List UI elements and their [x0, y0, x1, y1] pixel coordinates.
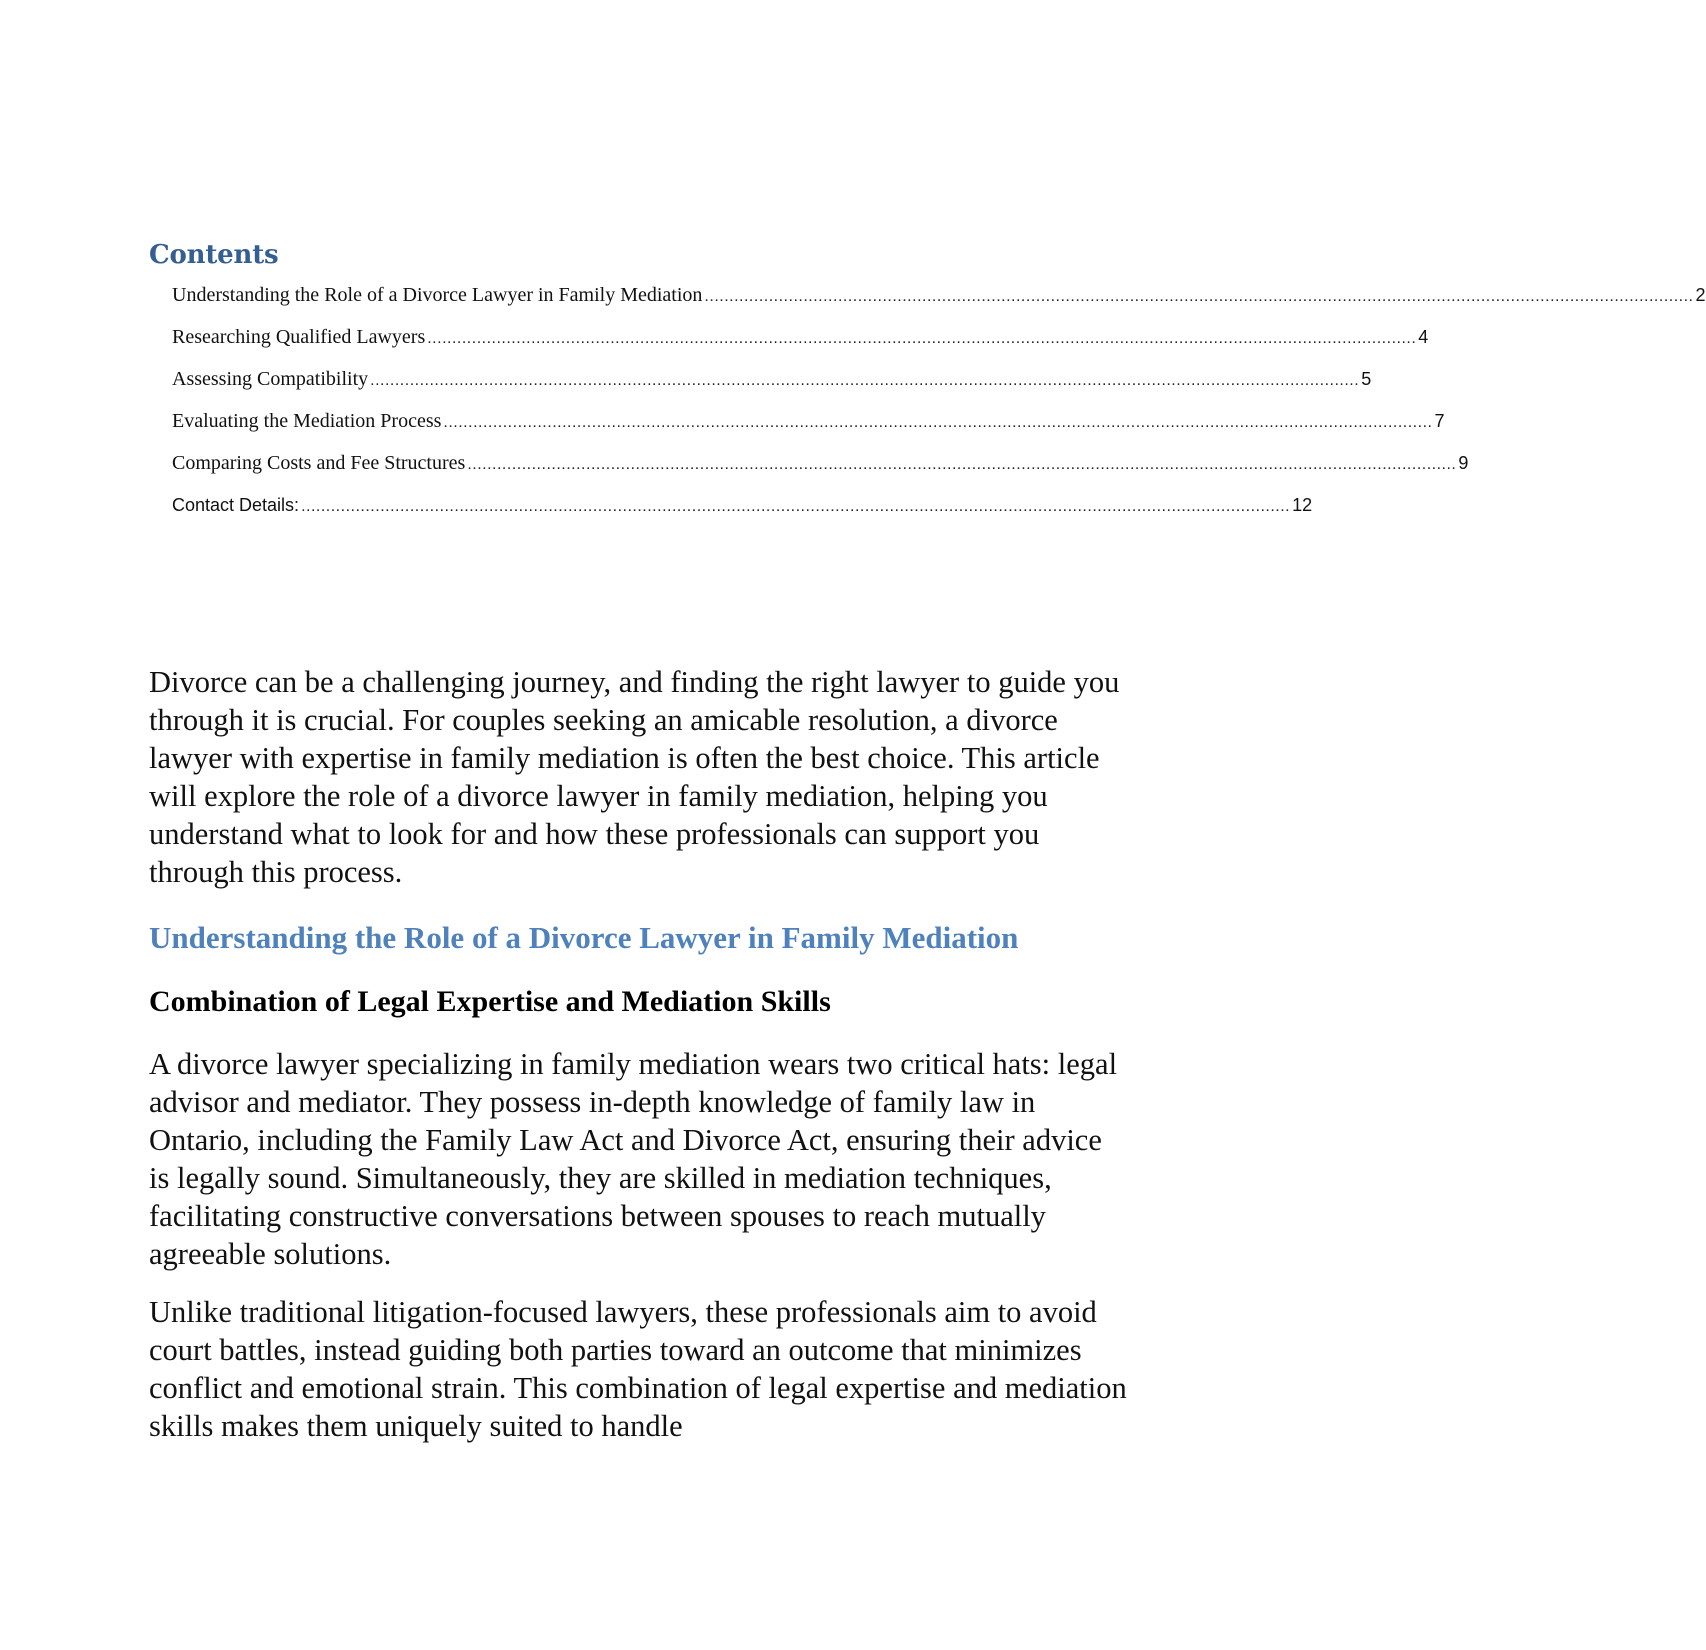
body-paragraph: A divorce lawyer specializing in family mediation wears two critical hats: legal advisor and mediator. They possess in-depth knowledge of family law in Ontario, including the Family Law Act and Divorce Act, ensuring their advice is legally sound. Simultaneously, they are skilled in mediation techniques, facilitating constructive conversations between spouses to reach mutually agreeable solutions. — [149, 1047, 1118, 1271]
toc-list — [149, 274, 1706, 526]
toc-entry-contact-details[interactable] — [172, 484, 1313, 526]
toc-leader-dots: ........................................................................................................................................................................................................ — [704, 288, 1694, 305]
toc-entry-text: Researching Qualified Lawyers — [172, 326, 426, 348]
toc-entry-researching-lawyers[interactable] — [172, 316, 1429, 358]
toc-entry-text: Understanding the Role of a Divorce Lawyer in Family Mediation — [172, 284, 703, 306]
toc-entry-evaluating-mediation[interactable] — [172, 400, 1445, 442]
toc-leader-dots: ........................................................................................................................................................................................................ — [443, 414, 1433, 431]
toc-page-number: 4 — [1418, 327, 1429, 347]
body-paragraph: Unlike traditional litigation-focused lawyers, these professionals aim to avoid court battles, instead guiding both parties toward an outcome that minimizes conflict and emotional strain. This combination of legal expertise and mediation skills makes them uniquely suited to handle — [149, 1295, 1127, 1443]
toc-leader-dots: ........................................................................................................................................................................................................ — [301, 498, 1291, 515]
section-heading: Understanding the Role of a Divorce Lawyer in Family Mediation — [149, 920, 1019, 955]
toc-page-number: 7 — [1434, 411, 1445, 431]
toc-entry-text: Comparing Costs and Fee Structures — [172, 452, 466, 474]
toc-entry-text: Contact Details: — [172, 495, 300, 515]
table-of-contents — [149, 240, 1706, 526]
toc-leader-dots: ........................................................................................................................................................................................................ — [467, 456, 1457, 473]
toc-title: Contents — [149, 240, 279, 270]
toc-page-number: 2 — [1695, 285, 1706, 305]
toc-page-number: 12 — [1292, 495, 1313, 515]
toc-leader-dots: ........................................................................................................................................................................................................ — [427, 330, 1417, 347]
toc-entry-text: Assessing Compatibility — [172, 368, 369, 390]
toc-entry-comparing-costs[interactable] — [172, 442, 1469, 484]
toc-leader-dots: ........................................................................................................................................................................................................ — [370, 372, 1360, 389]
toc-page-number: 9 — [1458, 453, 1469, 473]
intro-paragraph: Divorce can be a challenging journey, and finding the right lawyer to guide you through it is crucial. For couples seeking an amicable resolution, a divorce lawyer with expertise in family mediation is often the best choice. This article will explore the role of a divorce lawyer in family mediation, helping you understand what to look for and how these professionals can support you through this process. — [149, 665, 1120, 889]
toc-page-number: 5 — [1361, 369, 1372, 389]
section-subheading: Combination of Legal Expertise and Mediation Skills — [149, 985, 831, 1018]
toc-entry-assessing-compatibility[interactable] — [172, 358, 1372, 400]
toc-entry-text: Evaluating the Mediation Process — [172, 410, 442, 432]
article-body — [149, 663, 1129, 1465]
toc-entry-understanding-role[interactable] — [172, 274, 1706, 316]
